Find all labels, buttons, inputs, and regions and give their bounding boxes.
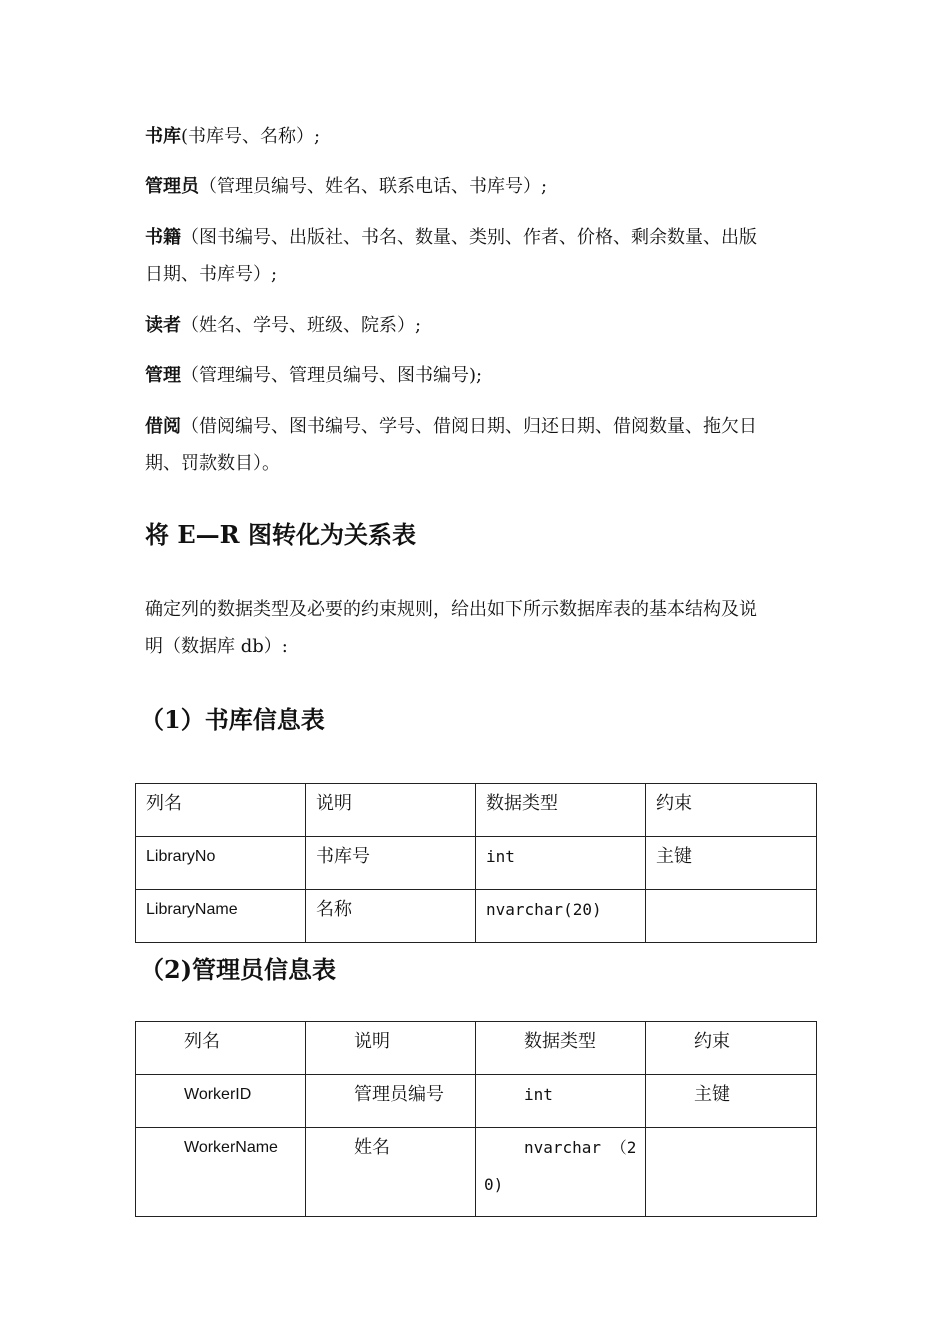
column-name-cell: LibraryNo	[146, 848, 216, 865]
entity-name: 读者	[145, 315, 181, 336]
description-cell: 姓名	[354, 1137, 390, 1158]
entity-name: 管理员	[145, 176, 199, 197]
description-cell: 名称	[316, 899, 352, 920]
entity-attrs: （图书编号、出版社、书名、数量、类别、作者、价格、剩余数量、出版	[181, 227, 757, 248]
datatype-cell: nvarchar(20)	[486, 900, 602, 919]
table-header-row	[136, 1022, 817, 1075]
section-heading: 将 E—R 图转化为关系表	[145, 520, 416, 549]
worker-info-table	[135, 1021, 817, 1217]
entity-name: 书库	[145, 126, 181, 147]
constraint-cell: 主键	[694, 1084, 730, 1105]
header-cell: 约束	[656, 793, 692, 814]
entity-attrs: （姓名、学号、班级、院系）;	[181, 315, 422, 336]
header-cell: 说明	[316, 793, 352, 814]
datatype-cell: int	[524, 1085, 553, 1104]
datatype-cell-cont: 0)	[484, 1175, 504, 1194]
column-name-cell: WorkerID	[184, 1086, 252, 1103]
column-name-cell: WorkerName	[184, 1139, 278, 1156]
datatype-cell	[484, 1128, 645, 1166]
library-info-table	[135, 783, 817, 943]
header-cell: 说明	[354, 1031, 390, 1052]
table-header-row	[136, 784, 817, 837]
table1-heading: （1）书库信息表	[140, 705, 325, 734]
entity-line-borrow	[145, 408, 757, 482]
entity-attrs: （管理员编号、姓名、联系电话、书库号）;	[199, 176, 548, 197]
datatype-text: nvarchar （2	[524, 1138, 637, 1157]
header-cell: 数据类型	[486, 793, 558, 814]
entity-attrs: （借阅编号、图书编号、学号、借阅日期、归还日期、借阅数量、拖欠日	[181, 416, 757, 437]
header-cell: 列名	[184, 1031, 220, 1052]
intro-line-1: 确定列的数据类型及必要的约束规则，给出如下所示数据库表的基本结构及说	[145, 599, 757, 620]
header-cell: 数据类型	[524, 1031, 596, 1052]
table-row	[136, 890, 817, 943]
description-cell: 管理员编号	[354, 1084, 444, 1105]
constraint-cell: 主键	[656, 846, 692, 867]
constraint-cell	[694, 1128, 816, 1129]
header-cell: 列名	[146, 793, 182, 814]
header-cell: 约束	[694, 1031, 730, 1052]
entity-line-reader	[145, 307, 421, 344]
constraint-cell	[656, 890, 816, 891]
description-cell: 书库号	[316, 846, 370, 867]
entity-line-worker	[145, 168, 547, 205]
entity-attrs-cont: 日期、书库号）;	[145, 264, 278, 285]
table-row	[136, 837, 817, 890]
entity-name: 借阅	[145, 416, 181, 437]
entity-name: 管理	[145, 365, 181, 386]
datatype-cell: int	[486, 847, 515, 866]
table-row	[136, 1075, 817, 1128]
table2-heading: （2)管理员信息表	[140, 955, 337, 984]
entity-attrs: (书库号、名称）;	[181, 126, 321, 147]
entity-line-book	[145, 219, 757, 293]
intro-line-2: 明（数据库 db）:	[145, 636, 288, 657]
intro-paragraph	[145, 591, 757, 665]
entity-attrs: （管理编号、管理员编号、图书编号);	[181, 365, 483, 386]
entity-line-manage	[145, 357, 482, 394]
column-name-cell: LibraryName	[146, 901, 238, 918]
table-row	[136, 1128, 817, 1217]
entity-line-library	[145, 118, 320, 155]
entity-attrs-cont: 期、罚款数目）。	[145, 453, 280, 474]
entity-name: 书籍	[145, 227, 181, 248]
